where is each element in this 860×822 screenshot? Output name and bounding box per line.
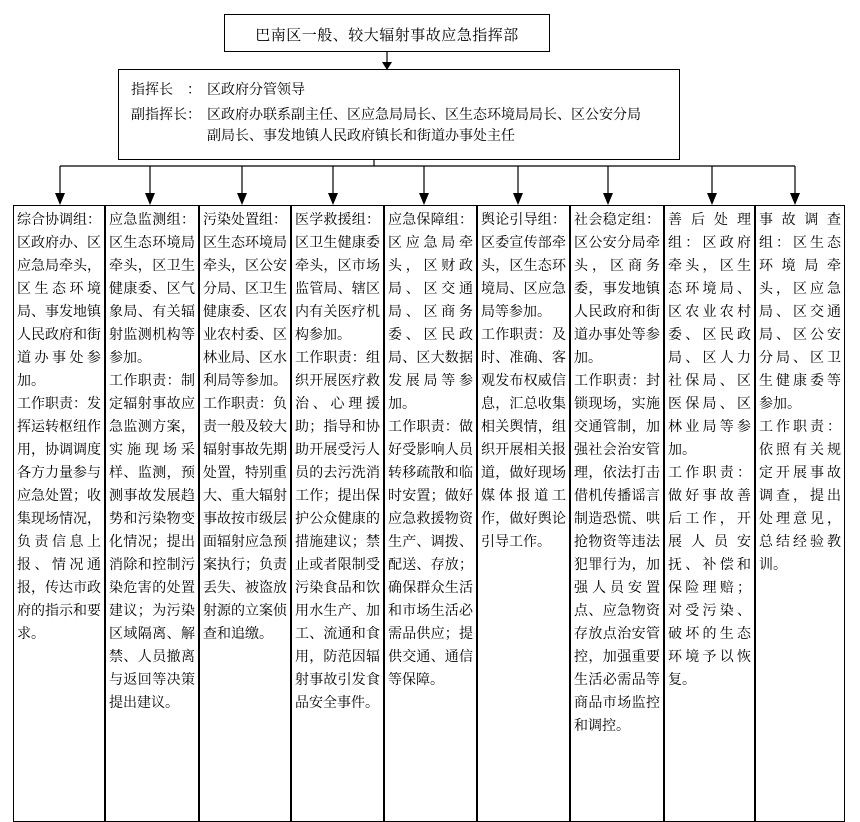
group-duties: 工作职责：及时、准确、客观发布权威信息，汇总收集相关舆情，组织开展相关报道，做好现场媒体报道工作，做好舆论引导工作。 [481,327,566,550]
group-duties: 工作职责：依照有关规定开展事故调查，提出处理意见，总结经验教训。 [759,419,841,573]
command-box [118,69,680,160]
arrowhead-group-5 [419,193,429,205]
group-members: 区政府办、区应急局牵头，区生态环境局、事发地镇人民政府和街道办事处参加。 [17,235,101,389]
group-duties: 工作职责：制定辐射事故应急监测方案，实施现场采样、监测，预测事故发展趋势和污染物变化情况；提出消除和控制污染危害的处置建议；为污染区域隔离、解禁、人员撤离与返回等决策提出建议。 [109,373,195,711]
commander-row [131,80,305,101]
group-duties: 工作职责：组织开展医疗救治、心理援助；指导和协助开展受污人员的去污洗消工作；提出保护公众健康的措施建议；禁止或者限制受污染食品和饮用水生产、加工、流通和食用，防范因辐射事故引发食品安全事件。 [295,350,380,711]
commander-value: 区政府分管领导 [207,82,305,98]
deputy-row [131,105,641,126]
arrowhead-group-3 [237,193,247,205]
group-members: 区生态环境局牵头，区公安分局、区卫生健康委、区农业农村委、区林业局、区水利局等参加。 [203,235,287,389]
group-comprehensive-coordination [13,205,105,822]
arrowhead-group-6 [513,193,523,205]
group-name: 综合协调组： [17,212,101,228]
commander-separator: ： [187,82,201,98]
group-name: 善后处理组： [668,212,751,251]
group-members: 区卫生健康委牵头，区市场监管局、辖区内有关医疗机构参加。 [295,235,380,343]
group-name: 污染处置组： [203,212,287,228]
group-members: 区生态环境局牵头，区卫生健康委、区气象局、有关辐射监测机构等参加。 [109,235,195,366]
deputy-row-continued [207,126,515,147]
headquarters-title: 巴南区一般、较大辐射事故应急指挥部 [255,26,519,44]
group-public-opinion [477,205,570,822]
deputy-value-line2: 副局长、事发地镇人民政府镇长和街道办事处主任 [207,128,515,144]
group-name: 社会稳定组： [574,212,660,228]
group-duties: 工作职责：封锁现场，实施交通管制，加强社会治安管理，依法打击借机传播谣言制造恐慌、哄抢物资等违法犯罪行为，加强人员安置点、应急物资存放点治安管控，加强重要生活必需品等商品市场监控和调控。 [574,373,660,734]
arrowhead-group-9 [790,193,800,205]
group-name: 事故调查组： [759,212,841,251]
headquarters-title-box [224,14,550,52]
group-duties: 工作职责：做好事故善后工作，开展人员安抚、补偿和保险理赔；对受污染、破坏的生态环境予以恢复。 [668,465,751,688]
group-name: 医学救援组： [295,212,380,228]
group-members: 区生态环境局牵头，区应急局、区交通局、区公安分局、区卫生健康委等参加。 [759,235,841,412]
deputy-value-line1: 区政府办联系副主任、区应急局局长、区生态环境局局长、区公安分局 [207,107,641,123]
group-members: 区公安分局牵头，区商务委，事发地镇人民政府和街道办事处等参加。 [574,235,660,366]
group-members: 区政府牵头，区生态环境局、区农业农村委、区民政局、区人力社保局、区医保局、区林业局等参加。 [668,235,751,458]
group-name: 舆论引导组： [481,212,566,228]
group-duties: 工作职责：做好受影响人员转移疏散和临时安置；做好应急救援物资生产、调拨、配送、存放；确保群众生活和市场生活必需品供应；提供交通、通信等保障。 [388,419,473,688]
group-pollution-disposal [199,205,291,822]
arrowhead-group-1 [55,193,65,205]
group-duties: 工作职责：负责一般及较大辐射事故先期处置，特别重大、重大辐射事故按市级层面辐射应急预案执行；负责丢失、被盗放射源的立案侦查和追缴。 [203,396,287,642]
group-aftermath-handling [664,205,755,822]
group-social-stability [570,205,664,822]
commander-label-wrap [131,80,207,101]
group-name: 应急监测组： [109,212,195,228]
group-members: 区应急局牵头，区财政局、区交通局、区商务委、区民政局、区大数据发展局等参加。 [388,235,473,412]
deputy-label: 副指挥长： [131,107,201,123]
group-name: 应急保障组： [388,212,473,228]
arrowhead-group-7 [603,193,613,205]
group-medical-rescue [291,205,384,822]
group-accident-investigation [755,205,845,822]
arrowhead-group-8 [707,193,717,205]
group-emergency-monitoring [105,205,199,822]
commander-label: 指挥长 [131,82,173,98]
arrowhead-group-2 [145,193,155,205]
group-members: 区委宣传部牵头，区生态环境局、区应急局等参加。 [481,235,566,320]
arrowhead-group-4 [328,193,338,205]
group-emergency-support [384,205,477,822]
group-duties: 工作职责：发挥运转枢纽作用，协调调度各方力量参与应急处置；收集现场情况，负责信息上报、情况通报，传达市政府的指示和要求。 [17,396,101,642]
